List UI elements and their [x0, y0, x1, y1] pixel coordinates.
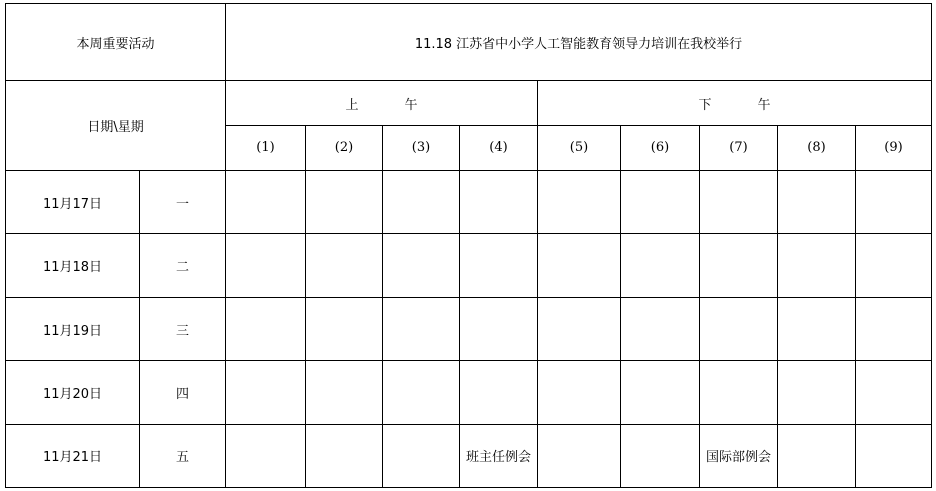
schedule-cell	[538, 361, 621, 424]
schedule-cell	[226, 424, 306, 487]
schedule-cell: 国际部例会	[700, 424, 778, 487]
date-cell: 11月18日	[6, 234, 140, 297]
schedule-cell	[538, 424, 621, 487]
schedule-cell	[306, 361, 383, 424]
schedule-cell	[226, 234, 306, 297]
activity-text: 11.18 江苏省中小学人工智能教育领导力培训在我校举行	[226, 4, 932, 81]
date-cell: 11月21日	[6, 424, 140, 487]
schedule-cell	[383, 234, 460, 297]
activity-row	[6, 4, 932, 81]
schedule-cell	[306, 234, 383, 297]
schedule-cell	[460, 297, 538, 360]
period-header: (2)	[306, 125, 383, 170]
schedule-cell	[700, 234, 778, 297]
schedule-cell	[538, 297, 621, 360]
afternoon-header: 下 午	[538, 81, 932, 125]
activity-label: 本周重要活动	[6, 4, 226, 81]
date-cell: 11月20日	[6, 361, 140, 424]
schedule-cell	[383, 424, 460, 487]
morning-header: 上 午	[226, 81, 538, 125]
schedule-cell	[778, 361, 856, 424]
schedule-cell	[856, 234, 932, 297]
schedule-cell	[306, 171, 383, 234]
schedule-cell	[778, 297, 856, 360]
table-row	[6, 424, 932, 487]
period-header: (4)	[460, 125, 538, 170]
period-header: (9)	[856, 125, 932, 170]
table-row	[6, 171, 932, 234]
schedule-cell	[621, 171, 700, 234]
period-header: (6)	[621, 125, 700, 170]
schedule-cell	[856, 171, 932, 234]
schedule-body	[6, 171, 932, 488]
weekday-cell: 二	[140, 234, 226, 297]
schedule-cell	[778, 424, 856, 487]
schedule-cell	[778, 171, 856, 234]
schedule-cell	[621, 297, 700, 360]
schedule-cell	[460, 234, 538, 297]
schedule-cell	[621, 361, 700, 424]
schedule-cell	[700, 297, 778, 360]
schedule-cell	[226, 297, 306, 360]
weekday-cell: 一	[140, 171, 226, 234]
schedule-cell	[226, 361, 306, 424]
schedule-cell	[856, 297, 932, 360]
weekday-cell: 四	[140, 361, 226, 424]
table-row	[6, 297, 932, 360]
schedule-cell	[226, 171, 306, 234]
table-row	[6, 361, 932, 424]
schedule-cell	[778, 234, 856, 297]
period-header: (3)	[383, 125, 460, 170]
table-row	[6, 234, 932, 297]
schedule-cell	[306, 297, 383, 360]
schedule-cell	[621, 234, 700, 297]
schedule-cell	[538, 234, 621, 297]
schedule-cell	[306, 424, 383, 487]
schedule-cell	[383, 361, 460, 424]
half-day-row	[6, 81, 932, 125]
period-header: (1)	[226, 125, 306, 170]
period-header: (5)	[538, 125, 621, 170]
weekday-cell: 三	[140, 297, 226, 360]
schedule-cell	[538, 171, 621, 234]
schedule-cell	[700, 171, 778, 234]
date-cell: 11月17日	[6, 171, 140, 234]
schedule-cell	[460, 361, 538, 424]
schedule-cell	[700, 361, 778, 424]
date-weekday-header: 日期\星期	[6, 81, 226, 171]
schedule-cell	[856, 361, 932, 424]
schedule-cell	[621, 424, 700, 487]
weekday-cell: 五	[140, 424, 226, 487]
schedule-cell	[460, 171, 538, 234]
date-cell: 11月19日	[6, 297, 140, 360]
period-header: (7)	[700, 125, 778, 170]
weekly-schedule-table	[5, 3, 932, 488]
schedule-cell	[383, 297, 460, 360]
schedule-cell	[856, 424, 932, 487]
schedule-cell	[383, 171, 460, 234]
period-header: (8)	[778, 125, 856, 170]
schedule-cell: 班主任例会	[460, 424, 538, 487]
